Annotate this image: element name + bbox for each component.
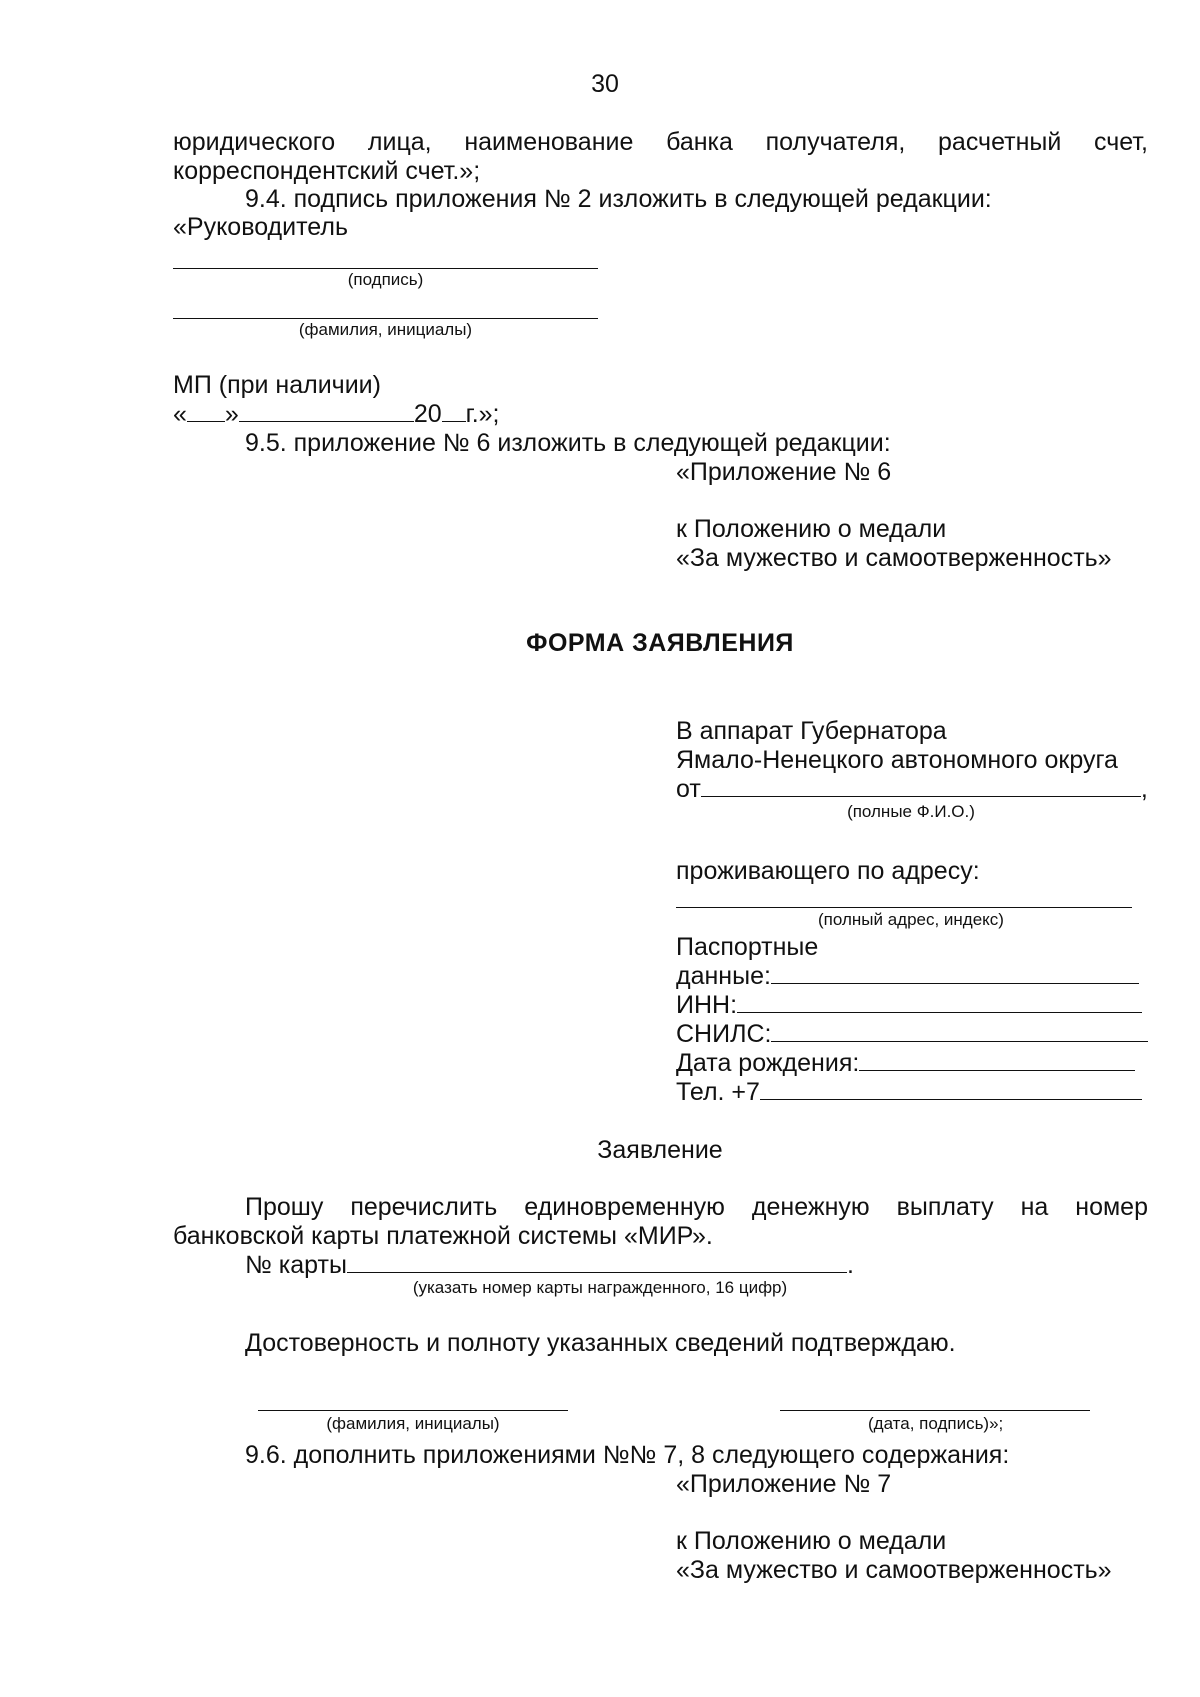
appendix-6-ref-2: «За мужество и самоотверженность» [676,544,1112,572]
item-9-5-heading: 9.5. приложение № 6 изложить в следующей редакции: [245,429,891,457]
date-day-blank [187,401,225,422]
addressee-line-2: Ямало-Ненецкого автономного округа [676,746,1118,774]
date-quote-close: » [224,400,239,428]
phone-field[interactable] [676,1077,1142,1107]
inn-field[interactable] [676,990,1142,1020]
snils-blank[interactable] [771,1021,1148,1042]
statement-title: Заявление [597,1136,723,1164]
name-caption: (фамилия, инициалы) [298,320,473,339]
date-end: г.»; [465,400,500,428]
from-label: от [676,775,701,803]
from-field[interactable] [676,774,1148,804]
phone-blank[interactable] [760,1079,1142,1100]
form-title: ФОРМА ЗАЯВЛЕНИЯ [526,629,794,657]
date-quote-open: « [173,400,187,428]
intro-line-2: корреспондентский счет.»; [173,157,481,185]
card-number-field[interactable] [245,1250,854,1280]
item-9-4-heading: 9.4. подпись приложения № 2 изложить в следующей редакции: [245,185,992,213]
page-number: 30 [591,70,619,98]
date-signature-line[interactable] [780,1410,1090,1411]
phone-label: Тел. +7 [676,1078,760,1106]
statement-body-2: банковской карты платежной системы «МИР». [173,1222,713,1250]
statement-body-1: Прошу перечислить единовременную денежную выплату на номер [245,1193,1148,1221]
passport-label-2: данные: [676,962,771,990]
appendix-7-title: «Приложение № 7 [676,1470,892,1498]
birthdate-label: Дата рождения: [676,1049,860,1077]
residing-label: проживающего по адресу: [676,857,980,885]
intro-line-1: юридического лица, наименование банка получателя, расчетный счет, [173,128,1148,156]
inn-blank[interactable] [737,992,1142,1013]
appendix-7-ref-2: «За мужество и самоотверженность» [676,1556,1112,1584]
date-signature-caption: (дата, подпись)»; [868,1414,1004,1433]
stamp-note: МП (при наличии) [173,371,381,399]
from-blank[interactable] [701,776,1141,797]
date-year-blank [442,401,466,422]
signature-line [173,268,598,269]
passport-field[interactable] [676,961,1139,991]
name-line [173,318,598,319]
appendix-6-ref-1: к Положению о медали [676,515,947,543]
card-number-caption: (указать номер карты награжденного, 16 цифр) [412,1278,788,1297]
from-caption: (полные Ф.И.О.) [847,802,975,821]
address-caption: (полный адрес, индекс) [818,910,1004,929]
signature-caption: (подпись) [347,270,424,289]
appendix-7-ref-1: к Положению о медали [676,1527,947,1555]
card-number-end: . [846,1251,854,1279]
item-9-6-heading: 9.6. дополнить приложениями №№ 7, 8 следующего содержания: [245,1441,1010,1469]
signatory-title: «Руководитель [173,213,348,241]
passport-blank[interactable] [771,963,1139,984]
snils-label: СНИЛС: [676,1020,772,1048]
inn-label: ИНН: [676,991,738,1019]
date-year-prefix: 20 [413,400,442,428]
applicant-name-line[interactable] [258,1410,568,1411]
addressee-line-1: В аппарат Губернатора [676,717,947,745]
date-month-blank [239,401,414,422]
birthdate-blank[interactable] [859,1050,1135,1071]
applicant-name-caption: (фамилия, инициалы) [326,1414,500,1433]
card-number-blank[interactable] [347,1252,847,1273]
birthdate-field[interactable] [676,1048,1135,1078]
snils-field[interactable] [676,1019,1148,1049]
address-line[interactable] [676,907,1132,908]
date-line [173,399,500,429]
confirmation-text: Достоверность и полноту указанных сведений подтверждаю. [245,1329,956,1357]
from-comma: , [1140,775,1148,803]
passport-label: Паспортные [676,933,819,961]
appendix-6-title: «Приложение № 6 [676,458,892,486]
card-number-label: № карты [245,1251,347,1279]
